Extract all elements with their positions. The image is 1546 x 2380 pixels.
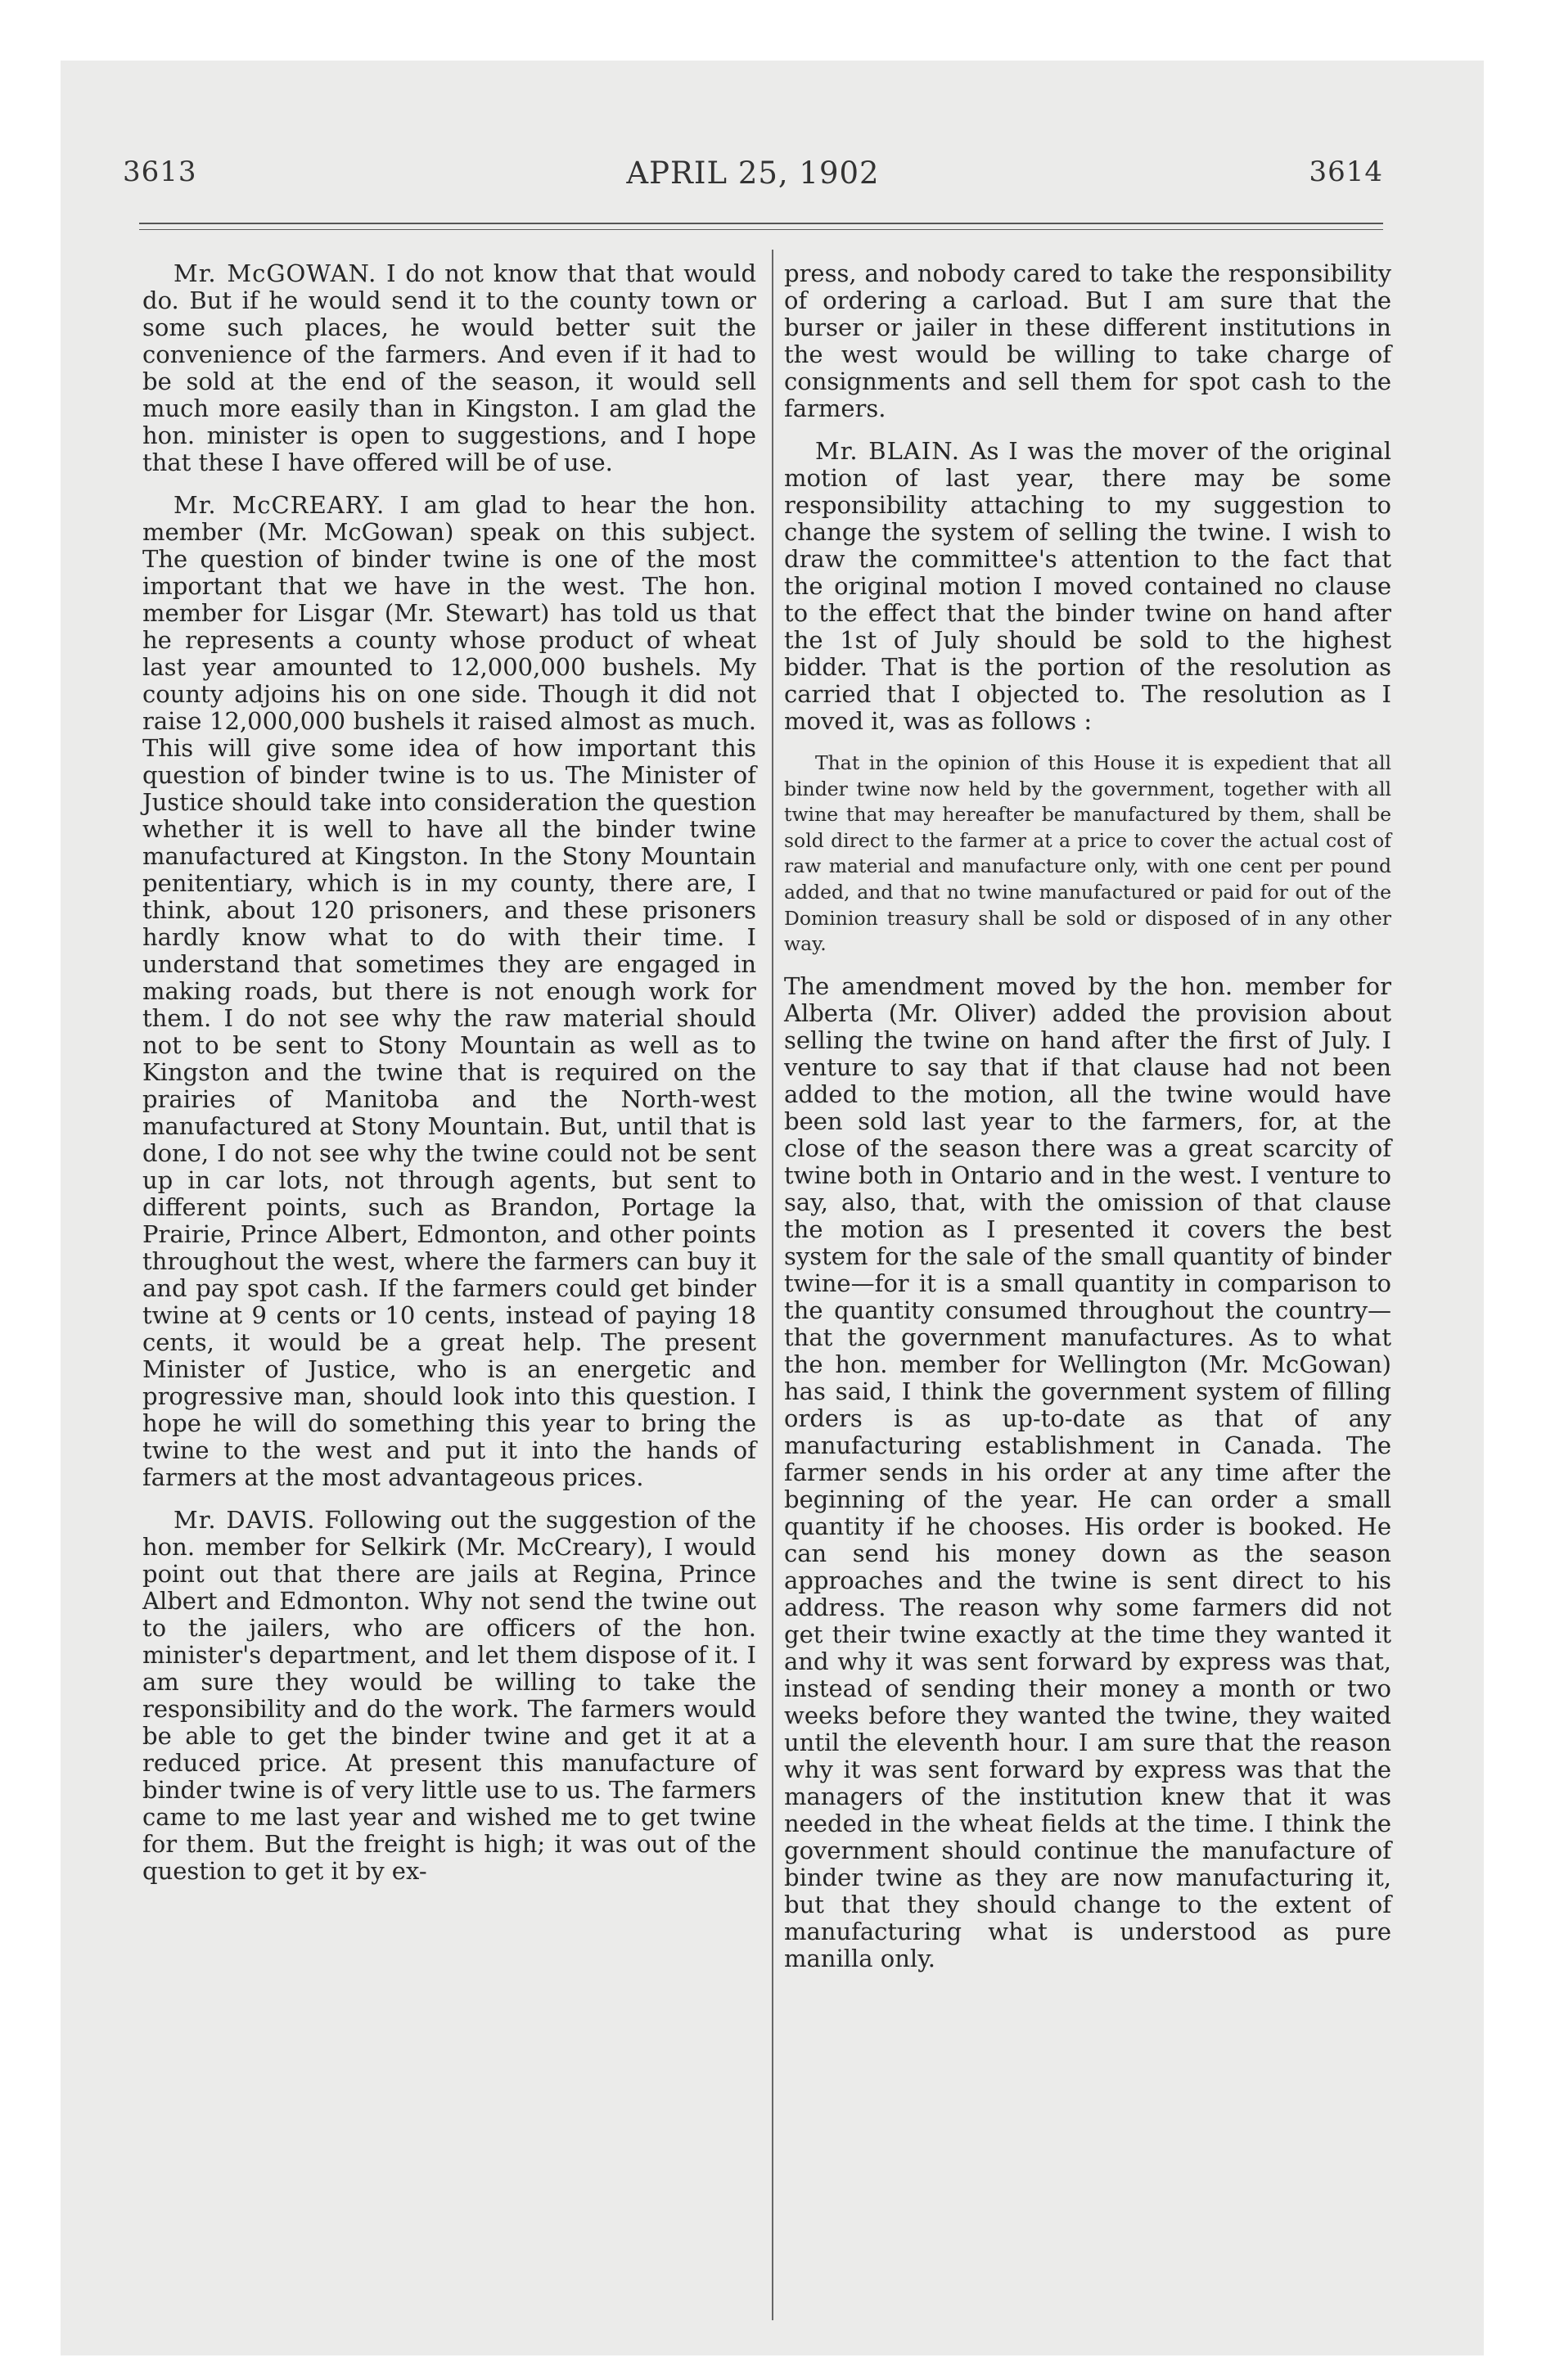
header-rule-bottom [139, 229, 1383, 230]
paragraph-blain [784, 438, 1391, 735]
speaker-name: Mr. BLAIN. [815, 437, 960, 465]
speech-text: Following out the suggestion of the hon. member for Selkirk (Mr. McCreary), I would point out that there are jails at Regina, Prince Albert and Edmonton. Why not send the twine out to the jailers, who are officers of the hon. minister's department, and let them dispose of it. I am sure they would be willing to take the responsibility and do the work. The farmers would be able to get the binder twine and get it at a reduced price. At present this manufacture of binder twine is of very little use to us. The farmers came to me last year and wished me to get twine for them. But the freight is high; it was out of the question to get it by ex- [142, 1506, 756, 1885]
page-number-left: 3613 [123, 156, 197, 188]
quoted-resolution: That in the opinion of this House it is expedient that all binder twine now held by the government, together with all twine that may hereafter be manufactured by them, shall be sold direct to the farmer at a price to cover the actual cost of raw material and manufacture only, with one cent per pound added, and that no twine manufactured or paid for out of the Dominion treasury shall be sold or disposed of in any other way. [784, 751, 1391, 956]
paragraph-mccreary [142, 492, 756, 1491]
column-divider [772, 250, 773, 2320]
right-column [784, 260, 1391, 1988]
speech-text: As I was the mover of the original motion of last year, there may be some responsibility attaching to my suggestion to change the system of selling the twine. I wish to draw the committee's attention to the fact that the original motion I moved contained no clause to the effect that the binder twine on hand after the 1st of July should be sold to the highest bidder. That is the portion of the resolution as carried that I objected to. The resolution as I moved it, was as follows : [784, 437, 1392, 735]
speaker-name: Mr. McGOWAN. [174, 259, 377, 287]
speech-text: I am glad to hear the hon. member (Mr. McGowan) speak on this subject. The question of binder twine is one of the most important that we have in the west. The hon. member for Lisgar (Mr. Stewart) has told us that he represents a county whose product of wheat last year amounted to 12,000,000 bushels. My county adjoins his on one side. Though it did not raise 12,000,000 bushels it raised almost as much. This will give some idea of how important this question of binder twine is to us. The Minister of Justice should take into consideration the question whether it is well to have all the binder twine manufactured at Kingston. In the Stony Mountain penitentiary, which is in my county, there are, I think, about 120 prisoners, and these prisoners hardly know what to do with their time. I understand that sometimes they are engaged in making roads, but there is not enough work for them. I do not see why the raw material should not to be sent to Stony Mountain as well as to Kingston and the twine that is required on the prairies of Manitoba and the North-west manufactured at Stony Mountain. But, until that is done, I do not see why the twine could not be sent up in car lots, not through agents, but sent to different points, such as Brandon, Portage la Prairie, Prince Albert, Edmonton, and other points throughout the west, where the farmers can buy it and pay spot cash. If the farmers could get binder twine at 9 cents or 10 cents, instead of paying 18 cents, it would be a great help. The present Minister of Justice, who is an energetic and progressive man, should look into this question. I hope he will do something this year to bring the twine to the west and put it into the hands of farmers at the most advantageous prices. [142, 491, 757, 1491]
header-rule-top [139, 223, 1383, 224]
page-date: APRIL 25, 1902 [626, 156, 880, 191]
page-number-right: 3614 [1309, 156, 1383, 188]
paragraph-mcgowan [142, 260, 756, 476]
paragraph-blain-continued: The amendment moved by the hon. member for Alberta (Mr. Oliver) added the provision about selling the twine on hand after the first of July. I venture to say that if that clause had not been added to the motion, all the twine would have been sold last year to the farmers, for, at the close of the season there was a great scarcity of twine both in Ontario and in the west. I venture to say, also, that, with the omission of that clause the motion as I presented it covers the best system for the sale of the small quantity of binder twine—for it is a small quantity in comparison to the quantity consumed throughout the country—that the government manufactures. As to what the hon. member for Wellington (Mr. McGowan) has said, I think the government system of filling orders is as up-to-date as that of any manufacturing establishment in Canada. The farmer sends in his order at any time after the beginning of the year. He can order a small quantity if he chooses. His order is booked. He can send his money down as the season approaches and the twine is sent direct to his address. The reason why some farmers did not get their twine exactly at the time they wanted it and why it was sent forward by express was that, instead of sending their money a month or two weeks before they wanted the twine, they waited until the eleventh hour. I am sure that the reason why it was sent forward by express was that the managers of the institution knew that it was needed in the wheat fields at the time. I think the government should continue the manufacture of binder twine as they are now manufacturing it, but that they should change to the extent of manufacturing what is understood as pure manilla only. [784, 971, 1391, 1972]
left-column [142, 260, 756, 1900]
speaker-name: Mr. McCREARY. [174, 491, 385, 519]
paragraph-davis [142, 1507, 756, 1885]
paragraph-davis-continued: press, and nobody cared to take the responsibility of ordering a carload. But I am sure that the burser or jailer in these different institutions in the west would be willing to take charge of consignments and sell them for spot cash to the farmers. [784, 259, 1391, 422]
speaker-name: Mr. DAVIS. [174, 1506, 316, 1534]
page-header [123, 156, 1383, 205]
speech-text: I do not know that that would do. But if he would send it to the county town or some such places, he would better suit the convenience of the farmers. And even if it had to be sold at the end of the season, it would sell much more easily than in Kingston. I am glad the hon. minister is open to suggestions, and I hope that these I have offered will be of use. [142, 259, 757, 476]
